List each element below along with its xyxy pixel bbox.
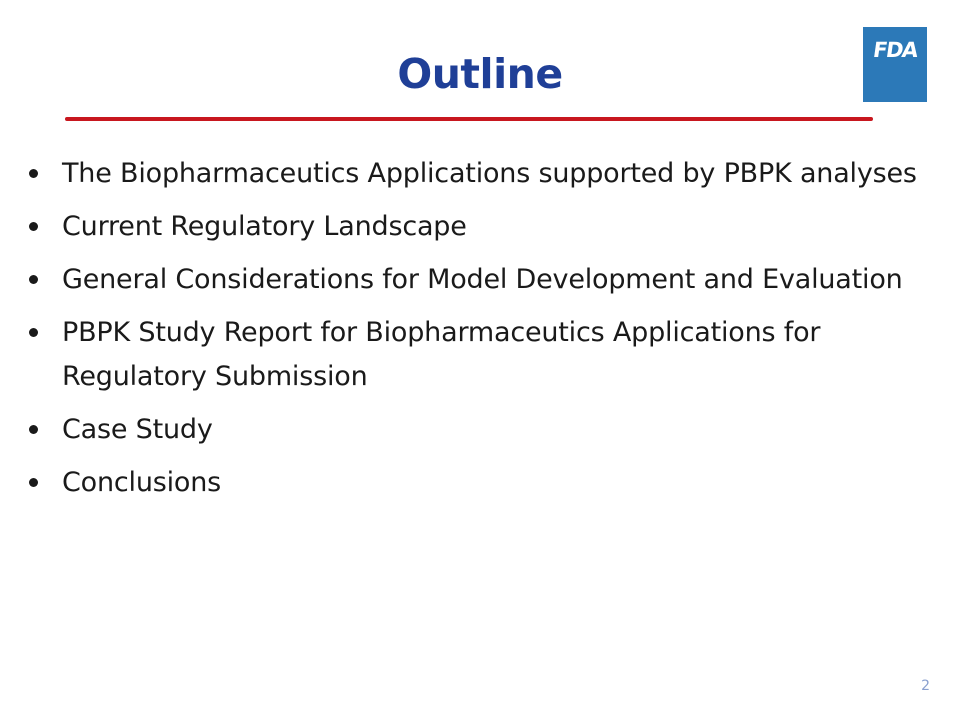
outline-item-text: Current Regulatory Landscape [62,211,467,242]
outline-item-text: The Biopharmaceutics Applications supported by PBPK analyses [62,158,917,189]
outline-item [26,152,936,196]
outline-item [26,408,936,452]
title-underline [65,117,873,121]
outline-item-text: Conclusions [62,467,222,498]
fda-logo-text: FDA [871,38,919,62]
bullet-icon [29,222,38,231]
outline-item-text: General Considerations for Model Development and Evaluation [62,264,903,295]
fda-logo [863,27,927,102]
slide-title: Outline [397,50,563,98]
bullet-icon [29,425,38,434]
page-number: 2 [921,678,930,694]
bullet-icon [29,169,38,178]
outline-item-text: PBPK Study Report for Biopharmaceutics Applications for Regulatory Submission [62,317,821,392]
outline-item [26,461,936,505]
outline-item [26,258,936,302]
bullet-icon [29,478,38,487]
outline-item-text: Case Study [62,414,213,445]
outline-item [26,205,936,249]
outline-list [26,152,936,505]
bullet-icon [29,275,38,284]
outline-item [26,311,936,399]
bullet-icon [29,328,38,337]
